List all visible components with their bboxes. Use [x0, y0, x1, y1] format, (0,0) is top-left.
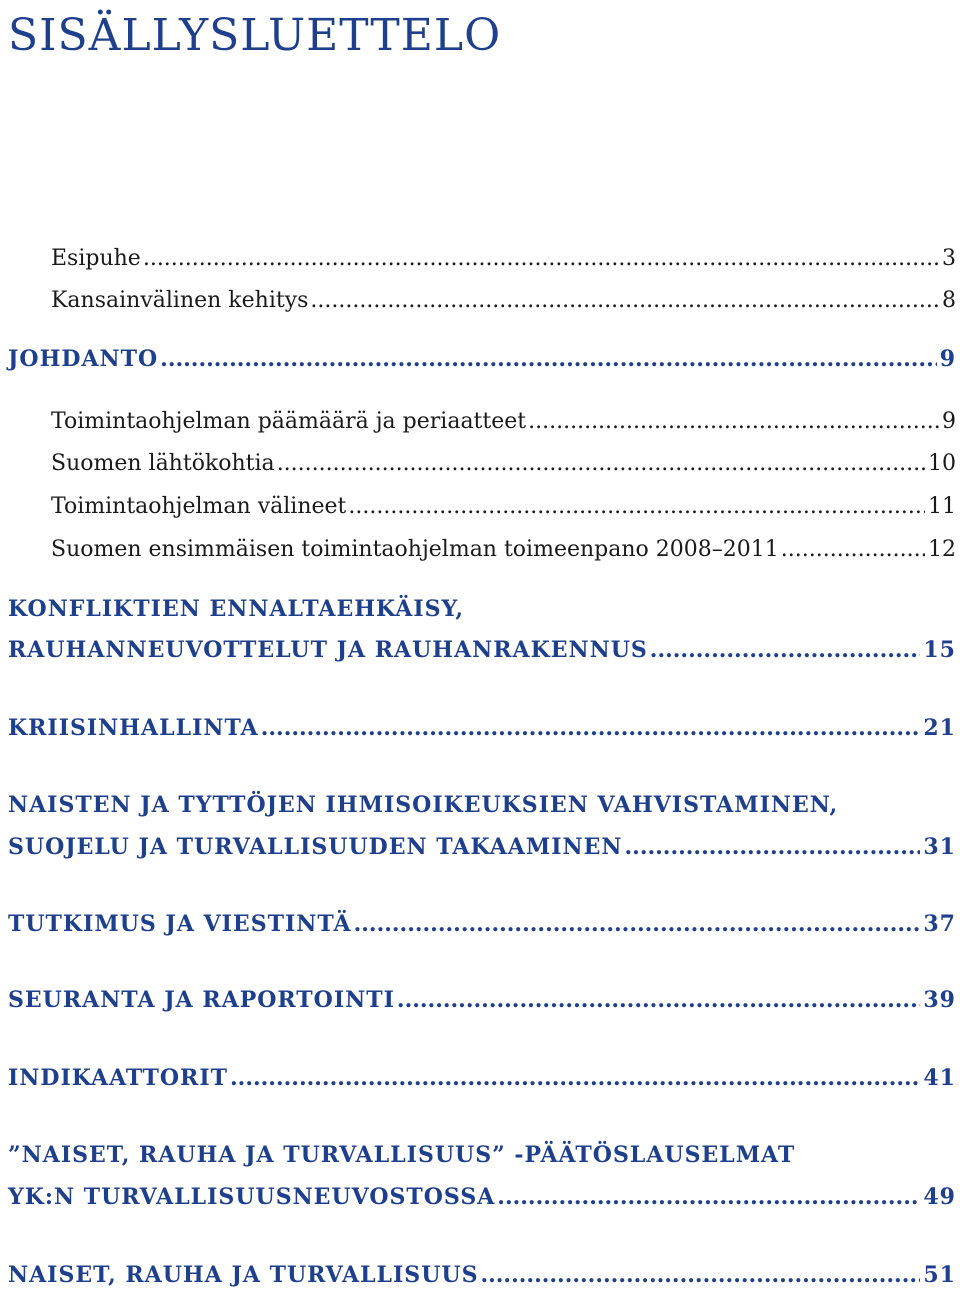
toc-page-number: 10	[928, 451, 956, 476]
dot-leader	[354, 907, 921, 941]
toc-page-number: 11	[928, 494, 956, 519]
dot-leader	[650, 633, 921, 667]
toc-section-label: SEURANTA JA RAPORTOINTI	[8, 987, 395, 1013]
dot-leader	[397, 983, 920, 1017]
toc-page-number: 37	[923, 911, 956, 937]
toc-section-naiset-rauha[interactable]	[8, 1258, 956, 1292]
toc-section-label: NAISET, RAUHA JA TURVALLISUUS	[8, 1262, 479, 1288]
toc-entry-label: Toimintaohjelman välineet	[51, 494, 347, 519]
toc-page-number: 21	[923, 715, 956, 741]
toc-entry-toimeenpano[interactable]	[51, 533, 956, 567]
dot-leader	[310, 284, 939, 318]
toc-entry-valineet[interactable]	[51, 490, 956, 524]
dot-leader	[230, 1061, 920, 1095]
toc-section-kriisinhallinta[interactable]	[8, 711, 956, 745]
toc-section-paatoslauselmat[interactable]	[8, 1180, 956, 1214]
toc-section-paatoslauselmat-line1: ”NAISET, RAUHA JA TURVALLISUUS” -PÄÄTÖSLAUSELMAT	[8, 1142, 796, 1168]
toc-section-konfliktien[interactable]	[8, 633, 956, 667]
toc-section-naisten[interactable]	[8, 830, 956, 864]
page-title: SISÄLLYSLUETTELO	[8, 10, 502, 61]
toc-entry-label: Toimintaohjelman päämäärä ja periaatteet	[51, 409, 527, 434]
toc-section-indikaattorit[interactable]	[8, 1061, 956, 1095]
toc-page-number: 31	[923, 834, 956, 860]
dot-leader	[528, 405, 939, 439]
toc-page-number: 8	[942, 288, 956, 313]
toc-page-number: 49	[923, 1184, 956, 1210]
dot-leader	[497, 1180, 920, 1214]
toc-entry-lahtokohtia[interactable]	[51, 447, 956, 481]
toc-page-number: 9	[942, 409, 956, 434]
toc-page-number: 9	[939, 346, 956, 372]
toc-page-number: 3	[942, 246, 956, 271]
toc-entry-paamaara[interactable]	[51, 405, 956, 439]
toc-section-naisten-line1: NAISTEN JA TYTTÖJEN IHMISOIKEUKSIEN VAHVISTAMINEN,	[8, 792, 839, 818]
toc-section-label: INDIKAATTORIT	[8, 1065, 229, 1091]
dot-leader	[480, 1258, 920, 1292]
toc-entry-label: Suomen ensimmäisen toimintaohjelman toimeenpano 2008–2011	[51, 537, 779, 562]
toc-section-label: SUOJELU JA TURVALLISUUDEN TAKAAMINEN	[8, 834, 623, 860]
toc-page-number: 51	[923, 1262, 956, 1288]
toc-entry-label: Kansainvälinen kehitys	[51, 288, 309, 313]
toc-section-label: YK:N TURVALLISUUSNEUVOSTOSSA	[8, 1184, 496, 1210]
toc-section-label: JOHDANTO	[8, 346, 159, 372]
toc-section-seuranta[interactable]	[8, 983, 956, 1017]
dot-leader	[277, 447, 925, 481]
toc-section-label: RAUHANNEUVOTTELUT JA RAUHANRAKENNUS	[8, 637, 648, 663]
dot-leader	[625, 830, 921, 864]
dot-leader	[261, 711, 921, 745]
toc-page-number: 39	[923, 987, 956, 1013]
dot-leader	[143, 242, 939, 276]
dot-leader	[348, 490, 925, 524]
toc-entry-kansainvalinen-kehitys[interactable]	[51, 284, 956, 318]
toc-page-number: 12	[928, 537, 956, 562]
toc-section-label: KRIISINHALLINTA	[8, 715, 259, 741]
toc-section-johdanto[interactable]	[8, 342, 956, 376]
toc-page-number: 15	[923, 637, 956, 663]
toc-entry-label: Esipuhe	[51, 246, 141, 271]
toc-page-number: 41	[923, 1065, 956, 1091]
toc-section-konfliktien-line1: KONFLIKTIEN ENNALTAEHKÄISY,	[8, 596, 465, 622]
dot-leader	[781, 533, 925, 567]
toc-entry-label: Suomen lähtökohtia	[51, 451, 275, 476]
dot-leader	[160, 342, 937, 376]
toc-section-label: TUTKIMUS JA VIESTINTÄ	[8, 911, 352, 937]
toc-section-tutkimus[interactable]	[8, 907, 956, 941]
toc-entry-esipuhe[interactable]	[51, 242, 956, 276]
